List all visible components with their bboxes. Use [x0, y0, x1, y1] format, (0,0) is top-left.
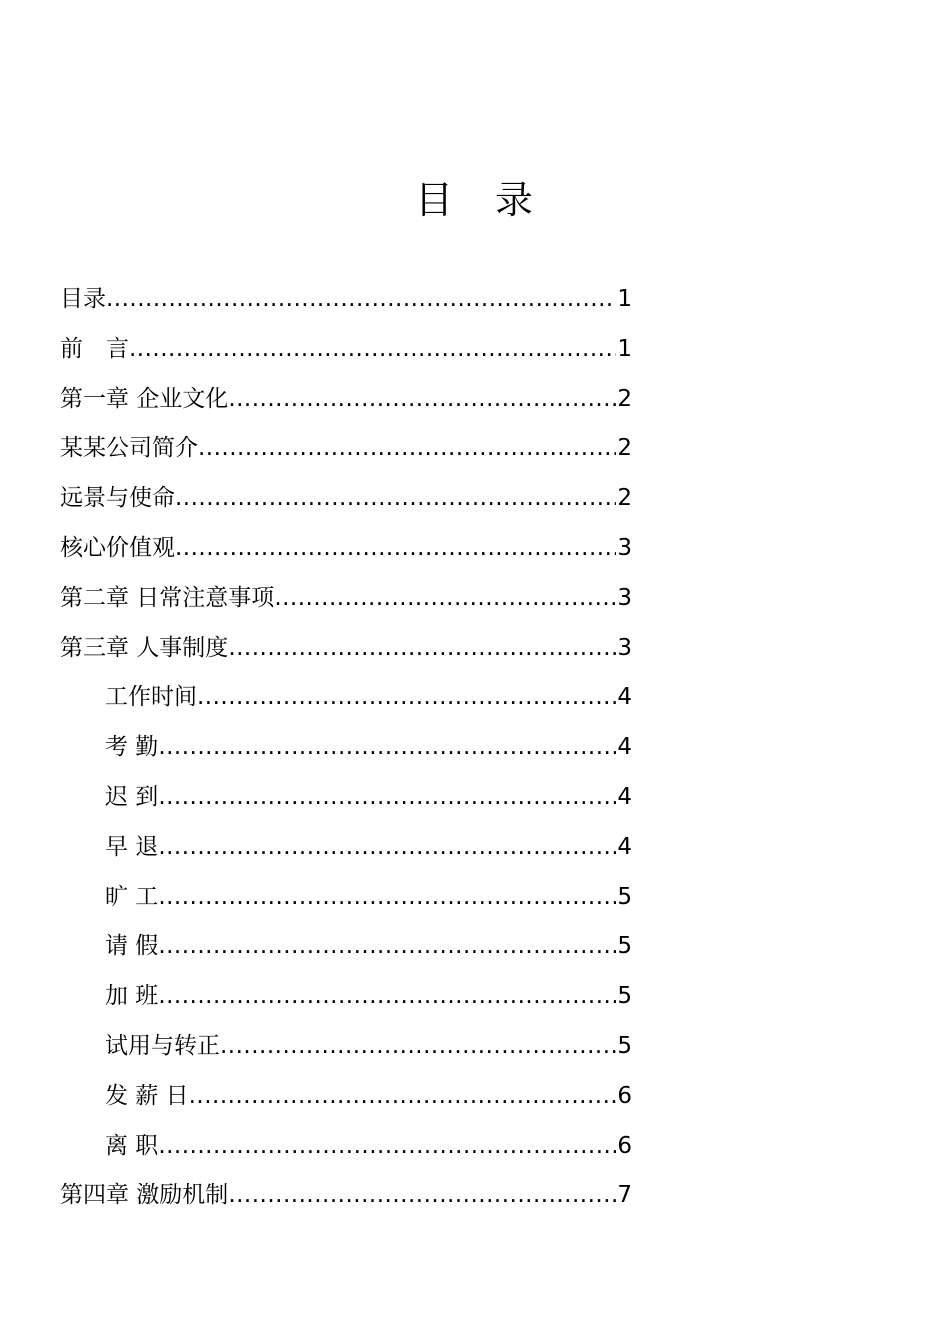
toc-subentry[interactable] [60, 1072, 632, 1122]
toc-entry-label: 远景与使命 [60, 485, 175, 512]
toc-page-number: 7 [617, 1182, 632, 1209]
toc-entry-label: 第一章 企业文化 [60, 385, 229, 412]
toc-page-number: 4 [617, 734, 632, 761]
toc-entry-label: 考 勤 [105, 734, 159, 761]
toc-dot-leader [198, 424, 616, 474]
toc-subentry[interactable] [60, 922, 632, 972]
toc-entry[interactable] [60, 325, 632, 375]
toc-dot-leader [158, 773, 616, 823]
toc-dot-leader [228, 624, 616, 674]
toc-entry-label: 试用与转正 [105, 1032, 220, 1059]
toc-dot-leader [228, 1171, 616, 1221]
toc-entry-label: 某某公司简介 [60, 435, 198, 462]
toc-entry-label: 请 假 [105, 933, 159, 960]
toc-page-number: 2 [617, 435, 632, 462]
toc-page-number: 6 [617, 1132, 632, 1159]
toc-title: 目 录 [414, 178, 535, 222]
toc-dot-leader [228, 375, 616, 425]
toc-page-number: 1 [617, 286, 632, 312]
toc-entry-label: 目录 [60, 286, 106, 312]
toc-dot-leader [129, 325, 616, 375]
toc-entry[interactable] [60, 624, 632, 674]
toc-page-number: 3 [617, 634, 632, 661]
toc-page-number: 5 [617, 933, 632, 960]
toc-page-number: 2 [617, 485, 632, 512]
toc-entry[interactable] [60, 474, 632, 524]
toc-entry-label: 早 退 [105, 833, 159, 860]
toc-page-number: 3 [617, 534, 632, 561]
toc-page-number: 2 [617, 385, 632, 412]
toc-entry-label: 迟 到 [105, 783, 159, 810]
toc-entry-label: 发 薪 日 [105, 1082, 189, 1109]
toc-page-number: 3 [617, 584, 632, 611]
toc-entry[interactable] [60, 524, 632, 574]
toc-dot-leader [158, 922, 616, 972]
toc-entry[interactable] [60, 275, 632, 325]
toc-entry[interactable] [60, 424, 632, 474]
toc-dot-leader [106, 275, 616, 325]
toc-entry-label: 核心价值观 [60, 534, 175, 561]
toc-page-number: 5 [617, 1032, 632, 1059]
toc-subentry[interactable] [60, 972, 632, 1022]
toc-dot-leader [274, 574, 616, 624]
toc-entry-label: 旷 工 [105, 883, 159, 910]
toc-entry[interactable] [60, 574, 632, 624]
toc-dot-leader [197, 673, 616, 723]
toc-entry-label: 第三章 人事制度 [60, 634, 229, 661]
toc-subentry[interactable] [60, 1022, 632, 1072]
toc-subentry[interactable] [60, 673, 632, 723]
toc-entry-label: 前 言 [60, 335, 129, 362]
toc-entry-label: 加 班 [105, 983, 159, 1010]
toc-dot-leader [220, 1022, 616, 1072]
toc-dot-leader [158, 972, 616, 1022]
toc-page-number: 4 [617, 783, 632, 810]
toc-entry[interactable] [60, 1171, 632, 1221]
toc-page-number: 4 [617, 833, 632, 860]
toc-subentry[interactable] [60, 873, 632, 923]
toc-entry-label: 第二章 日常注意事项 [60, 584, 275, 611]
toc-subentry[interactable] [60, 773, 632, 823]
toc-dot-leader [158, 1122, 616, 1172]
toc-dot-leader [175, 524, 616, 574]
toc-entry[interactable] [60, 375, 632, 425]
toc-entry-label: 工作时间 [105, 684, 197, 711]
toc-page-number: 1 [617, 335, 632, 362]
toc-page-number: 6 [617, 1082, 632, 1109]
toc-subentry[interactable] [60, 723, 632, 773]
toc-dot-leader [158, 723, 616, 773]
table-of-contents [60, 275, 632, 1221]
toc-dot-leader [189, 1072, 617, 1122]
toc-page-number: 5 [617, 983, 632, 1010]
toc-entry-label: 第四章 激励机制 [60, 1182, 229, 1209]
toc-dot-leader [158, 873, 616, 923]
toc-page-number: 5 [617, 883, 632, 910]
toc-subentry[interactable] [60, 823, 632, 873]
toc-page-number: 4 [617, 684, 632, 711]
toc-dot-leader [158, 823, 616, 873]
toc-dot-leader [175, 474, 616, 524]
toc-subentry[interactable] [60, 1122, 632, 1172]
toc-entry-label: 离 职 [105, 1132, 159, 1159]
